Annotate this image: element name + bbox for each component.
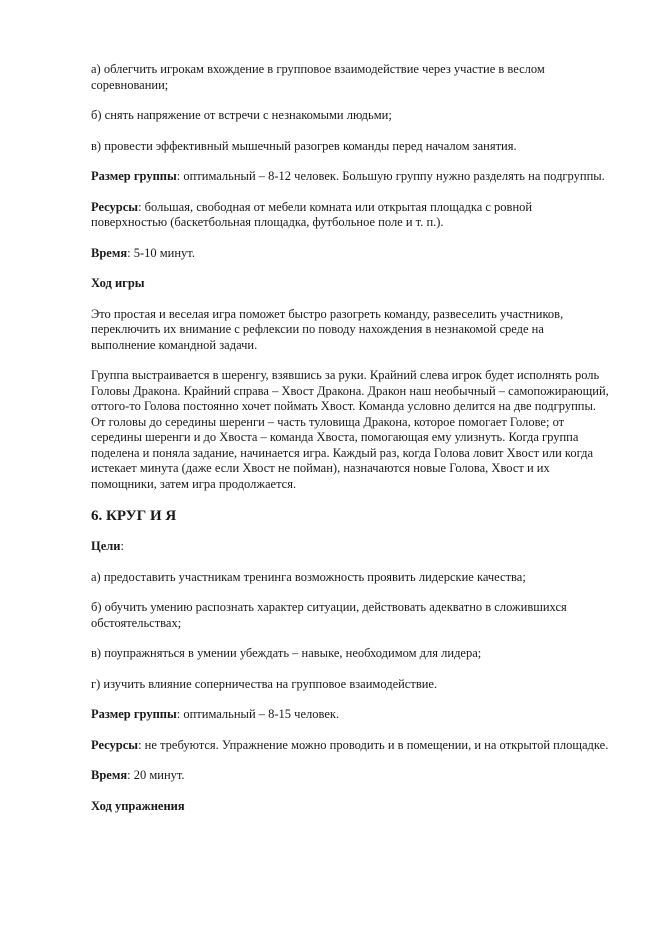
time-paragraph bbox=[91, 768, 611, 784]
goal-item: г) изучить влияние соперничества на групповое взаимодействие. bbox=[91, 676, 438, 691]
group-size-label: Размер группы bbox=[91, 169, 177, 183]
goal-item: б) снять напряжение от встречи с незнакомыми людьми; bbox=[91, 108, 392, 122]
time-paragraph bbox=[91, 246, 611, 262]
goal-item: а) облегчить игрокам вхождение в групповое взаимодействие через участие в веслом соревновании; bbox=[91, 62, 545, 92]
goals-heading bbox=[91, 539, 611, 555]
goal-item: в) поупражняться в умении убеждать – навыке, необходимом для лидера; bbox=[91, 646, 482, 660]
group-size-text: : оптимальный – 8-12 человек. Большую группу нужно разделять на подгруппы. bbox=[176, 169, 605, 183]
goal-item: а) предоставить участникам тренинга возможность проявить лидерские качества; bbox=[91, 569, 526, 584]
section-title: 6. КРУГ И Я bbox=[91, 508, 177, 524]
group-size-paragraph bbox=[91, 707, 611, 723]
procedure-heading: Ход игры bbox=[91, 276, 145, 290]
goals-colon: : bbox=[120, 539, 124, 553]
resources-paragraph bbox=[91, 200, 611, 231]
procedure-heading: Ход упражнения bbox=[91, 798, 185, 813]
resources-label: Ресурсы bbox=[91, 737, 139, 752]
procedure-paragraph: Это простая и веселая игра поможет быстро разогреть команду, развеселить участников, переключить их внимание с рефлексии по поводу нахождения в незнакомой среде на выполнение командной задачи. bbox=[91, 306, 564, 352]
group-size-label: Размер группы bbox=[91, 707, 177, 721]
group-size-text: : оптимальный – 8-15 человек. bbox=[176, 707, 340, 721]
time-text: : 20 минут. bbox=[127, 768, 185, 782]
resources-label: Ресурсы bbox=[91, 199, 139, 214]
time-label: Время bbox=[91, 245, 128, 260]
goals-label: Цели bbox=[91, 539, 121, 553]
resources-text: : не требуются. Упражнение можно проводить и в помещении, и на открытой площадке. bbox=[138, 737, 609, 752]
time-text: : 5-10 минут. bbox=[127, 245, 195, 260]
group-size-paragraph bbox=[91, 169, 611, 185]
time-label: Время bbox=[91, 768, 128, 782]
goal-item: б) обучить умению распознать характер ситуации, действовать адекватно в сложившихся обстоятельствах; bbox=[91, 600, 567, 630]
document-page bbox=[91, 62, 611, 829]
procedure-paragraph: Группа выстраивается в шеренгу, взявшись за руки. Крайний слева игрок будет исполнять роль Головы Дракона. Крайний справа – Хвост Дракона. Дракон наш необычный – самопожирающий, оттого-то Голова постоянно хочет поймать Хвост. Команда условно делится на две подгруппы. От головы до середины шеренги – часть туловища Дракона, которое помогает Голове; от середины шеренги и до Хвоста – команда Хвоста, помогающая ему улизнуть. Когда группа поделена и поняла задание, начинается игра. Каждый раз, когда Голова ловит Хвост или когда истекает минута (даже если Хвост не пойман), назначаются новые Голова, Хвост и их помощники, затем игра продолжается. bbox=[91, 368, 609, 491]
goal-item: в) провести эффективный мышечный разогрев команды перед началом занятия. bbox=[91, 138, 517, 153]
resources-paragraph bbox=[91, 738, 611, 754]
resources-text: : большая, свободная от мебели комната или открытая площадка с ровной поверхностью (баскетбольная площадка, футбольное поле и т. п.). bbox=[91, 199, 533, 229]
